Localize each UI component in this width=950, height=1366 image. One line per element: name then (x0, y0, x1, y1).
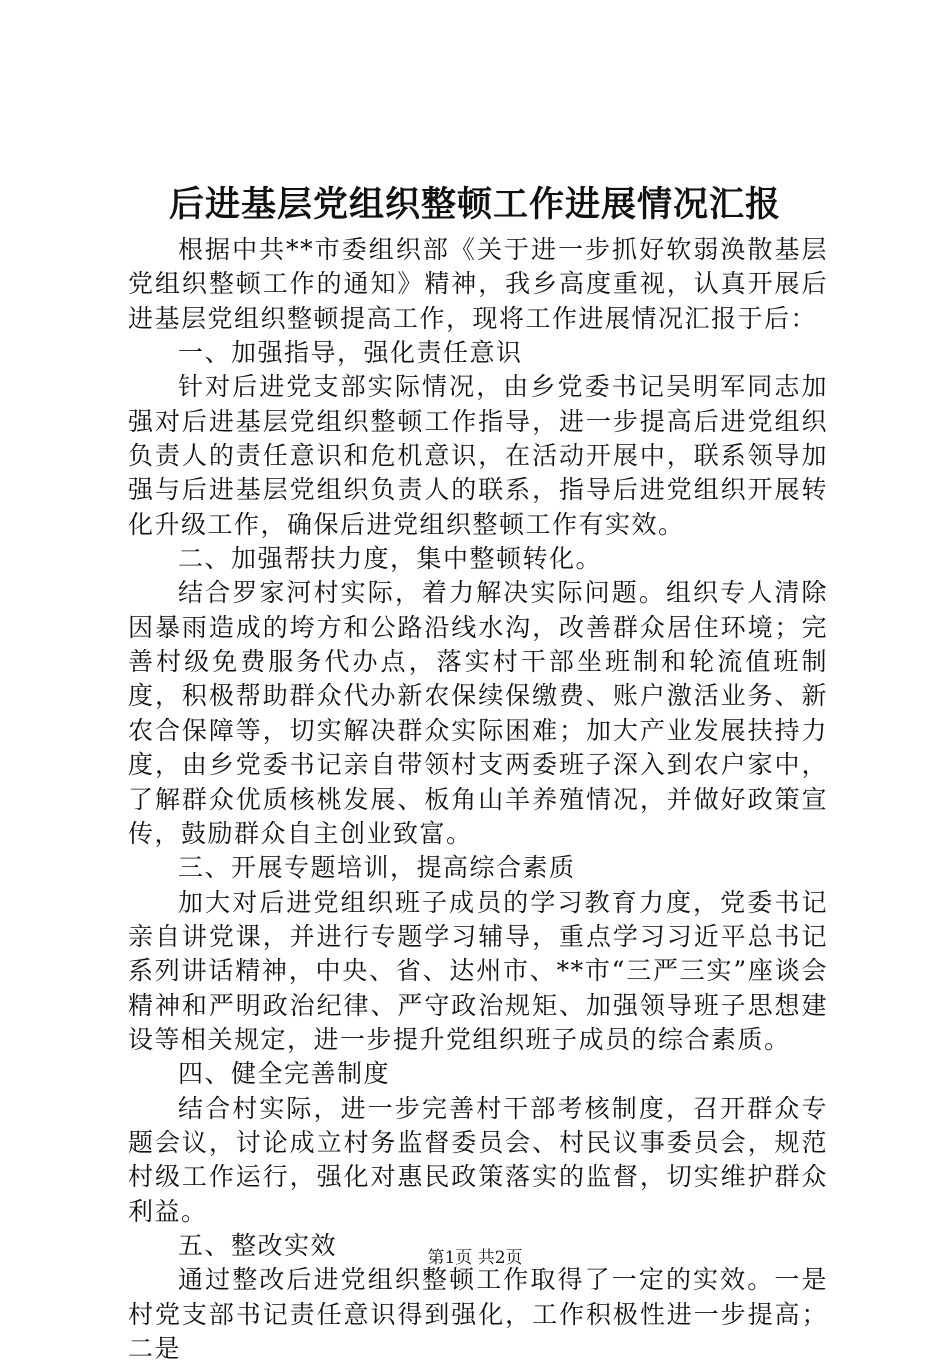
section-heading-3: 三、开展专题培训，提高综合素质 (178, 853, 576, 883)
section-heading-4: 四、健全完善制度 (178, 1059, 391, 1089)
page-footer: 第1页 共2页 (427, 1248, 523, 1268)
intro-paragraph: 根据中共**市委组织部《关于进一步抓好软弱涣散基层党组织整顿工作的通知》精神，我乡高度重视，认真开展后进基层党组织整顿提高工作，现将工作进展情况汇报于后： (128, 235, 828, 333)
section-heading-1: 一、加强指导，强化责任意识 (178, 338, 523, 368)
section-heading-2: 二、加强帮扶力度，集中整顿转化。 (178, 544, 603, 574)
section-paragraph-3: 加大对后进党组织班子成员的学习教育力度，党委书记亲自讲党课，并进行专题学习辅导，重点学习习近平总书记系列讲话精神，中央、省、达州市、**市“三严三实”座谈会精神和严明政治纪律、严守政治规矩、加强领导班子思想建设等相关规定，进一步提升党组织班子成员的综合素质。 (128, 887, 828, 1054)
section-paragraph-1: 针对后进党支部实际情况，由乡党委书记吴明军同志加强对后进基层党组织整顿工作指导，进一步提高后进党组织负责人的责任意识和危机意识，在活动开展中，联系领导加强与后进基层党组织负责人的联系，指导后进党组织开展转化升级工作，确保后进党组织整顿工作有实效。 (128, 372, 828, 539)
section-paragraph-5: 通过整改后进党组织整顿工作取得了一定的实效。一是村党支部书记责任意识得到强化，工作积极性进一步提高；二是 (128, 1265, 828, 1363)
section-paragraph-4: 结合村实际，进一步完善村干部考核制度，召开群众专题会议，讨论成立村务监督委员会、村民议事委员会，规范村级工作运行，强化对惠民政策落实的监督，切实维护群众利益。 (128, 1093, 828, 1226)
document-title: 后进基层党组织整顿工作进展情况汇报 (168, 184, 781, 225)
section-paragraph-2: 结合罗家河村实际，着力解决实际问题。组织专人清除因暴雨造成的垮方和公路沿线水沟，改善群众居住环境；完善村级免费服务代办点，落实村干部坐班制和轮流值班制度，积极帮助群众代办新农保续保缴费、账户激活业务、新农合保障等，切实解决群众实际困难；加大产业发展扶持力度，由乡党委书记亲自带领村支两委班子深入到农户家中，了解群众优质核桃发展、板角山羊养殖情况，并做好政策宣传，鼓励群众自主创业致富。 (128, 578, 828, 848)
section-heading-5: 五、整改实效 (178, 1230, 338, 1260)
document-body (128, 233, 828, 1366)
